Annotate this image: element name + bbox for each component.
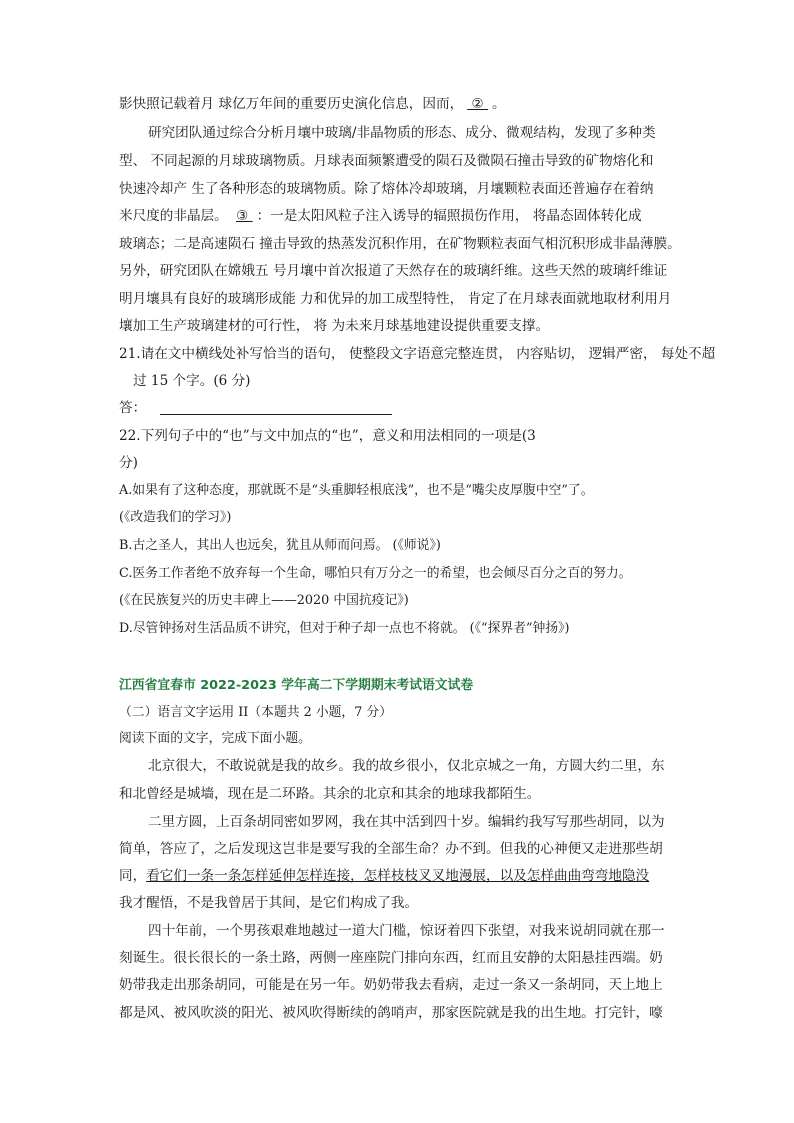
para4-line3: 同，看它们一条一条怎样延伸怎样连接，怎样枝枝叉叉地漫展，以及怎样曲曲弯弯地隐没 xyxy=(119,868,650,884)
blank-3: ③ xyxy=(236,208,253,224)
para5-line3: 奶带我走出那条胡同，可能是在另一年。奶奶带我去看病，走过一条又一条胡同，天上地上 xyxy=(119,977,663,993)
para4-line1: 二里方圆，上百条胡同密如罗网，我在其中活到四十岁。编辑约我写写那些胡同，以为 xyxy=(148,814,665,830)
exam-title: 江西省宜春市 2022-2023 学年高二下学期期末考试语文试卷 xyxy=(119,678,474,693)
para1-line1: 影快照记载着月 球亿万年间的重要历史演化信息，因而， ② 。 xyxy=(119,96,506,112)
option-a: A.如果有了这种态度，那就既不是“头重脚轻根底浅”，也不是“嘴尖皮厚腹中空”了。 xyxy=(119,483,594,498)
option-c-source: (《在民族复兴的历史丰碑上——2020 中国抗疫记》) xyxy=(119,593,409,608)
option-b: B.古之圣人，其出人也远矣，犹且从师而问焉。 (《师说》) xyxy=(119,538,441,553)
answer-line[interactable] xyxy=(160,398,392,415)
section-heading: （二）语言文字运用 II（本题共 2 小题，7 分） xyxy=(119,705,393,720)
para2-line8: 壤加工生产玻璃建材的可行性， 将 为未来月球基地建设提供重要支撑。 xyxy=(119,318,550,334)
para4-line4: 我才醒悟，不是我曾居于其间，是它们构成了我。 xyxy=(119,895,419,911)
para2-line4: 米尺度的非晶层。 ③ ：一是太阳风粒子注入诱导的辐照损伤作用， 将晶态固体转化成 xyxy=(119,208,642,224)
section-instruction: 阅读下面的文字，完成下面小题。 xyxy=(119,731,311,746)
question-22: 22.下列句子中的“也”与文中加点的“也”，意义和用法相同的一项是(3 xyxy=(119,428,536,444)
para5-line2: 刻诞生。很长很长的一条土路，两侧一座座院门排向东西，红而且安静的太阳悬挂西端。奶 xyxy=(119,950,663,966)
para2-line6: 另外，研究团队在嫦娥五 号月壤中首次报道了天然存在的玻璃纤维。这些天然的玻璃纤维证 xyxy=(119,263,668,279)
para2-line7: 明月壤具有良好的玻璃形成能 力和优异的加工成型特性， 肯定了在月球表面就地取材利用月 xyxy=(119,291,672,307)
option-c: C.医务工作者绝不放弃每一个生命，哪怕只有万分之一的希望，也会倾尽百分之百的努力。 xyxy=(119,566,632,581)
para5-line4: 都是风、被风吹淡的阳光、被风吹得断续的鸽哨声，那家医院就是我的出生地。打完针，嚎 xyxy=(119,1005,663,1021)
underlined-sentence: 看它们一条一条怎样延伸怎样连接，怎样枝枝叉叉地漫展，以及怎样曲曲弯弯地隐没 xyxy=(146,868,650,884)
para2-line5: 玻璃态；二是高速陨石 撞击导致的热蒸发沉积作用，在矿物颗粒表面气相沉积形成非晶薄膜。 xyxy=(119,236,681,252)
para2-line3: 快速冷却产 生了各种形态的玻璃物质。除了熔体冷却玻璃，月壤颗粒表面还普遍存在着纳 xyxy=(119,181,654,197)
para3-line2: 和北曾经是城墙，现在是二环路。其余的北京和其余的地球我都陌生。 xyxy=(119,786,541,802)
question-22-cont: 分) xyxy=(119,455,138,471)
question-21-cont: 过 15 个字。(6 分) xyxy=(133,373,251,389)
para4-line2: 简单，答应了，之后发现这岂非是要写我的全部生命？办不到。但我的心神便又走进那些胡 xyxy=(119,841,663,857)
question-21: 21.请在文中横线处补写恰当的语句， 使整段文字语意完整连贯， 内容贴切， 逻辑严密， 每处不超 xyxy=(119,346,716,362)
blank-2: ② xyxy=(467,96,489,112)
para2-line2: 型、 不同起源的月球玻璃物质。月球表面频繁遭受的陨石及微陨石撞击导致的矿物熔化和 xyxy=(119,153,654,169)
para3-line1: 北京很大，不敢说就是我的故乡。我的故乡很小，仅北京城之一角，方圆大约二里，东 xyxy=(148,758,665,774)
answer-label: 答： xyxy=(119,400,147,416)
para5-line1: 四十年前，一个男孩艰难地越过一道大门槛，惊讶着四下张望，对我来说胡同就在那一 xyxy=(148,923,665,939)
option-a-source: (《改造我们的学习》) xyxy=(119,510,232,525)
para2-line1: 研究团队通过综合分析月壤中玻璃/非晶物质的形态、成分、微观结构，发现了多种类 xyxy=(148,125,656,141)
option-d: D.尽管钟扬对生活品质不讲究，但对于种子却一点也不将就。 (《“探界者”钟扬》) xyxy=(119,621,570,636)
answer-row xyxy=(119,395,679,421)
